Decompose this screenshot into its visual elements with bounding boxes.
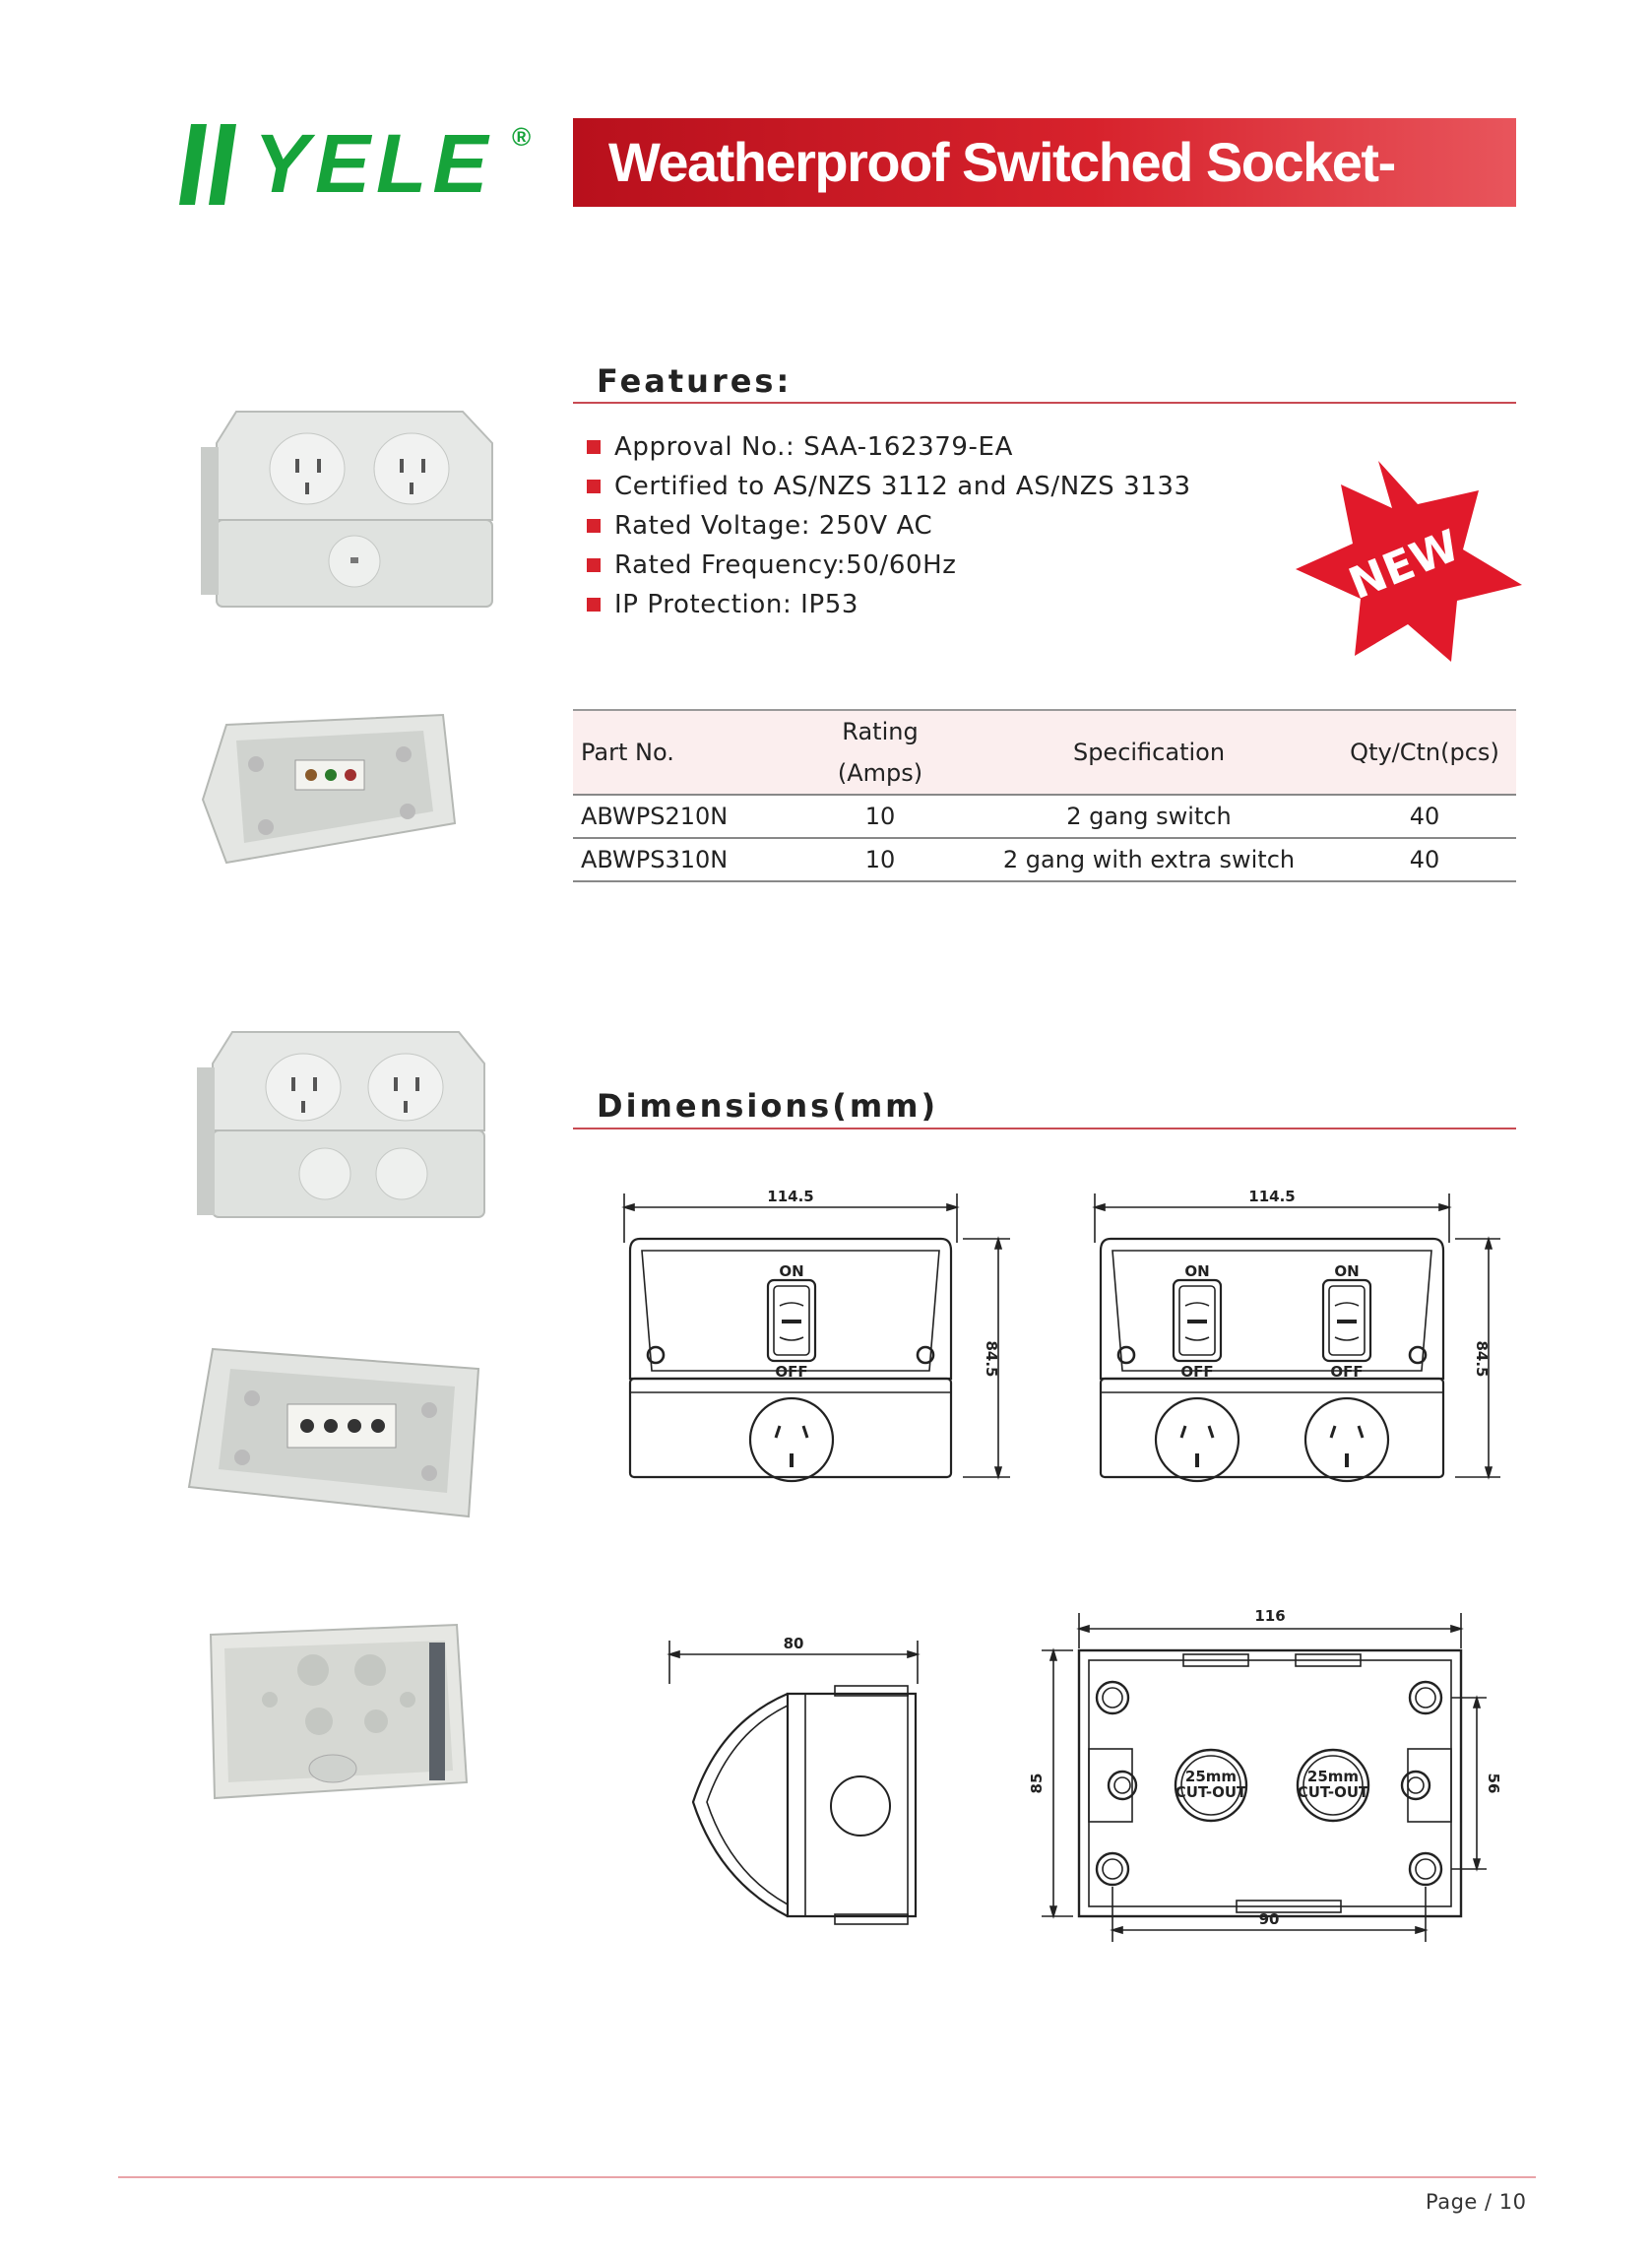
cell-qty: 40: [1333, 838, 1516, 881]
cutout-label-line2: CUT-OUT: [1297, 1783, 1369, 1801]
product-photo-closed-double: [193, 1024, 488, 1221]
dim-side-spacing-label: 56: [1485, 1773, 1502, 1794]
switch-on-label: ON: [779, 1262, 804, 1280]
col-qty: Qty/Ctn(pcs): [1350, 739, 1499, 766]
title-banner: [573, 118, 1516, 262]
col-part-no: Part No.: [581, 739, 674, 766]
drawing-front-single: [612, 1182, 1016, 1497]
switch-on-label: ON: [1184, 1262, 1210, 1280]
features-heading: Features:: [597, 362, 793, 400]
bullet-square-icon: [587, 519, 601, 533]
bullet-square-icon: [587, 558, 601, 572]
switch-off-label: OFF: [1330, 1363, 1364, 1381]
spec-table: [573, 709, 1516, 882]
brand-name: YELE: [254, 117, 494, 210]
drawing-front-double: [1083, 1182, 1516, 1497]
dim-width-label: 116: [1254, 1607, 1286, 1625]
switch-off-label: OFF: [1180, 1363, 1214, 1381]
dimensions-rule: [573, 1128, 1516, 1129]
cell-qty: 40: [1333, 795, 1516, 838]
cell-specification: 2 gang with extra switch: [965, 838, 1333, 881]
page-number: Page / 10: [1426, 2190, 1527, 2214]
dim-height-label: 84.5: [983, 1340, 1000, 1378]
table-row: [573, 795, 1516, 838]
new-badge-text: NEW: [1342, 520, 1467, 611]
dim-width-label: 114.5: [767, 1188, 814, 1205]
features-rule: [573, 402, 1516, 404]
product-photo-back-box: [201, 1615, 477, 1812]
switch-on-label: ON: [1334, 1262, 1360, 1280]
cell-part-no: ABWPS310N: [573, 838, 795, 881]
cell-part-no: ABWPS210N: [573, 795, 795, 838]
bullet-square-icon: [587, 480, 601, 493]
logo-bars-icon: [177, 124, 246, 205]
product-photo-open-wiring: [197, 705, 463, 872]
new-badge: [1290, 453, 1526, 670]
bullet-square-icon: [587, 598, 601, 612]
col-rating: Rating (Amps): [837, 718, 923, 787]
table-row: [573, 838, 1516, 881]
feature-item: Rated Voltage: 250V AC: [587, 506, 1191, 546]
feature-item: IP Protection: IP53: [587, 585, 1191, 624]
dim-hole-spacing-label: 90: [1258, 1910, 1280, 1928]
feature-item: Rated Frequency:50/60Hz: [587, 546, 1191, 585]
cutout-label-line1: 25mm: [1184, 1768, 1238, 1785]
cutout-label-line2: CUT-OUT: [1175, 1783, 1247, 1801]
brand-logo: [177, 116, 551, 211]
drawing-side-view: [650, 1615, 945, 1930]
cutout-label-line1: 25mm: [1306, 1768, 1360, 1785]
feature-item: Approval No.: SAA-162379-EA: [587, 427, 1191, 467]
cell-rating: 10: [795, 795, 965, 838]
features-list: [587, 427, 1191, 624]
cell-rating: 10: [795, 838, 965, 881]
dim-height-label: 84.5: [1473, 1340, 1491, 1378]
footer-rule: [118, 2176, 1536, 2178]
feature-item: Certified to AS/NZS 3112 and AS/NZS 3133: [587, 467, 1191, 506]
bullet-square-icon: [587, 440, 601, 454]
dimensions-heading: Dimensions(mm): [597, 1087, 939, 1125]
dim-height-label: 85: [1028, 1773, 1046, 1794]
dim-depth-label: 80: [783, 1635, 804, 1652]
registered-mark: ®: [512, 122, 532, 152]
table-header-row: [573, 710, 1516, 795]
product-photo-open-terminals: [183, 1339, 488, 1536]
drawing-back-view: [1024, 1595, 1502, 1950]
cell-specification: 2 gang switch: [965, 795, 1333, 838]
col-specification: Specification: [1072, 739, 1226, 766]
dim-width-label: 114.5: [1248, 1188, 1296, 1205]
switch-off-label: OFF: [775, 1363, 808, 1381]
product-photo-closed-single: [197, 404, 512, 611]
page-title: Weatherproof Switched Socket-Outlet: [608, 131, 1395, 262]
